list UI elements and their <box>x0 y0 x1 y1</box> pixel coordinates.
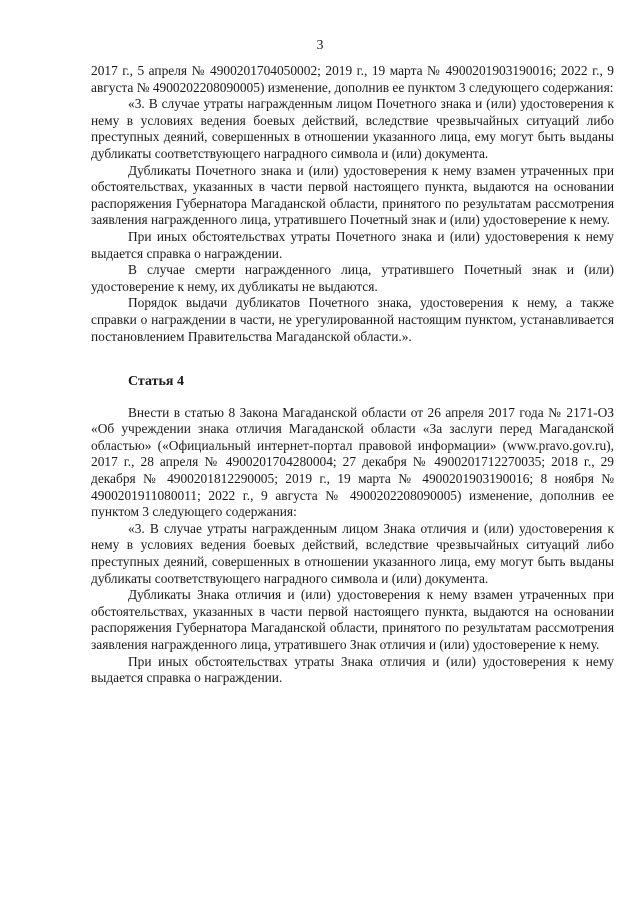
article4-intro: Внести в статью 8 Закона Магаданской области от 26 апреля 2017 года № 2171-ОЗ «Об учреждении знака отличия Магаданской области «За заслуги перед Магаданской областью» («Официальный интернет-портал правовой информации» (www.pravo.gov.ru), 2017 г., 28 апреля № 4900201704280004; 27 декабря № 4900201712270035; 2018 г., 29 декабря № 4900201812290005; 2019 г., 19 марта № 4900201903190016; 8 ноября № 4900201911080011; 2022 г., 9 августа № 4900202208090005) изменение, дополнив ее пунктом 3 следующего содержания: <box>91 404 614 520</box>
article3-point3-paragraph-4: В случае смерти награжденного лица, утратившего Почетный знак и (или) удостоверение к нему, их дубликаты не выдаются. <box>91 262 614 294</box>
article4-point3-paragraph-1: «3. В случае утраты награжденным лицом Знака отличия и (или) удостоверения к нему в условиях ведения боевых действий, вследствие чрезвычайных ситуаций либо преступных деяний, совершенных в отношении указанного лица, ему могут быть выданы дубликаты соответствующего наградного символа и (или) документа. <box>91 520 614 586</box>
page-number: 3 <box>316 38 324 53</box>
article3-point3-paragraph-5: Порядок выдачи дубликатов Почетного знака, удостоверения к нему, а также справки о награждении в части, не урегулированной настоящим пунктом, устанавливается постановлением Правительства Магаданской области.». <box>91 295 614 344</box>
article-heading: Статья 4 <box>128 374 184 390</box>
article4-point3-paragraph-2: Дубликаты Знака отличия и (или) удостоверения к нему взамен утраченных при обстоятельствах, указанных в части первой настоящего пункта, выдаются на основании распоряжения Губернатора Магаданской области, принятого по результатам рассмотрения заявления награжденного лица, утратившего Знак отличия и (или) удостоверение к нему. <box>91 587 614 652</box>
document-body <box>91 63 614 687</box>
article4-point3-paragraph-3: При иных обстоятельствах утраты Знака отличия и (или) удостоверения к нему выдается справка о награждении. <box>91 653 614 686</box>
article3-point3-paragraph-2: Дубликаты Почетного знака и (или) удостоверения к нему взамен утраченных при обстоятельствах, указанных в части первой настоящего пункта, выдаются на основании распоряжения Губернатора Магаданской области, принятого по результатам рассмотрения заявления награжденного лица, утратившего Почетный знак и (или) удостоверение к нему. <box>91 162 614 228</box>
article3-point3-paragraph-1: «3. В случае утраты награжденным лицом Почетного знака и (или) удостоверения к нему в условиях ведения боевых действий, вследствие чрезвычайных ситуаций либо преступных деяний, совершенных в отношении указанного лица, ему могут быть выданы дубликаты соответствующего наградного символа и (или) документа. <box>91 96 614 161</box>
intro-paragraph: 2017 г., 5 апреля № 4900201704050002; 2019 г., 19 марта № 4900201903190016; 2022 г., 9 августа № 4900202208090005) изменение, дополнив ее пунктом 3 следующего содержания: <box>91 63 614 95</box>
article3-point3-paragraph-3: При иных обстоятельствах утраты Почетного знака и (или) удостоверения к нему выдается справка о награждении. <box>91 228 614 261</box>
